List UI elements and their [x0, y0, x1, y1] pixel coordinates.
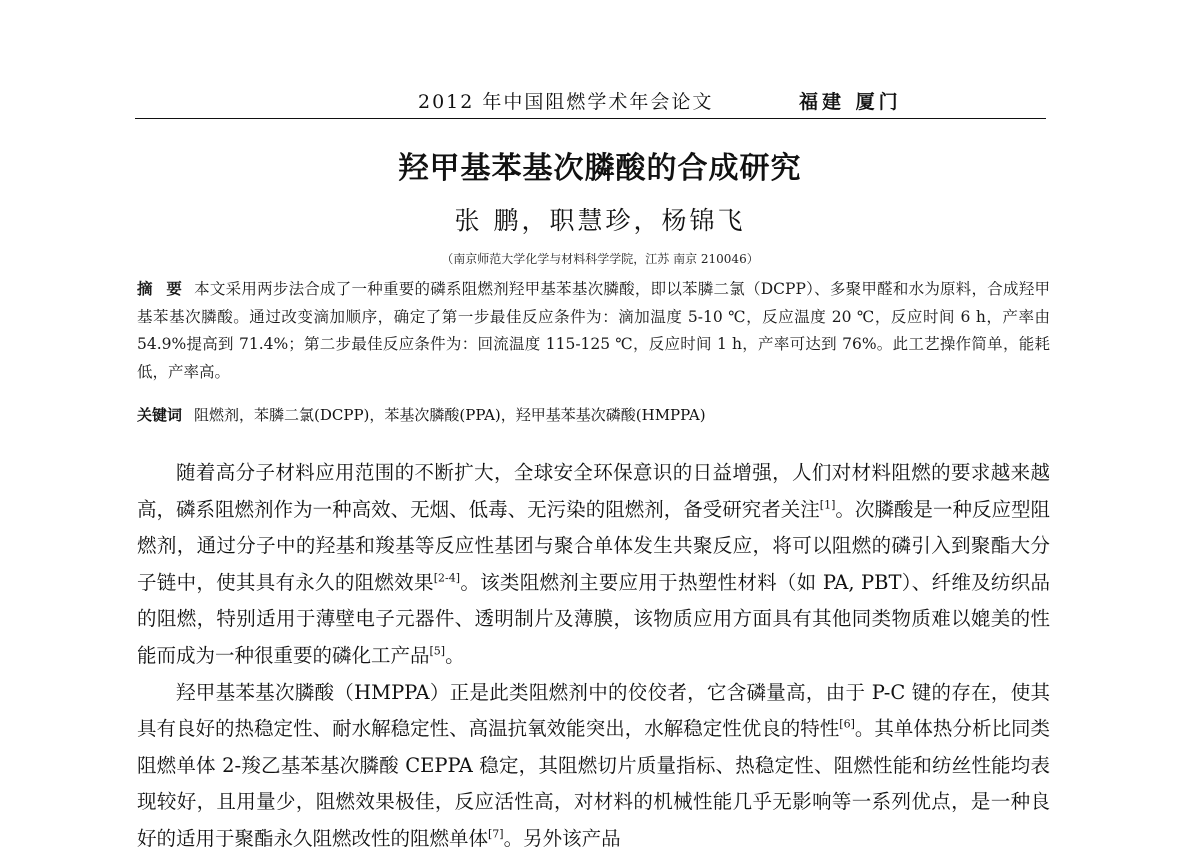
- citation-ref: [7]: [488, 827, 504, 841]
- author-list: 张 鹏，职慧珍，杨锦飞: [454, 206, 746, 235]
- citation-ref: [2-4]: [433, 571, 461, 585]
- keywords: [137, 403, 1050, 427]
- paper-title: 羟甲基苯基次膦酸的合成研究: [398, 151, 802, 186]
- paragraph-1: [137, 455, 1050, 675]
- p1-text-3: 。该类阻燃剂主要应用于热塑性材料（如 PA, PBT）、纤维及纺织品的阻燃，特别适用于薄壁电子元器件、透明制片及薄膜，该物质应用方面具有其他同类物质难以媲美的性能而成为一种很重要的磷化工产品: [137, 570, 1050, 667]
- abstract-text: 本文采用两步法合成了一种重要的磷系阻燃剂羟甲基苯基次膦酸，即以苯膦二氯（DCPP）、多聚甲醛和水为原料，合成羟甲基苯基次膦酸。通过改变滴加顺序，确定了第一步最佳反应条件为：滴加温度 5-10 ℃，反应温度 20 ℃，反应时间 6 h，产率由 54.9%提高到 71.4%；第二步最佳反应条件为：回流温度 115-125 ℃，反应时间 1 h，产率可达到 76%。此工艺操作简单，能耗低，产率高。: [137, 280, 1050, 381]
- conference-location: 福建 厦门: [799, 91, 902, 113]
- conference-name: 2012 年中国阻燃学术年会论文: [418, 91, 714, 113]
- p1-text-2: 。次膦酸是一种反应型阻燃剂，通过分子中的羟基和羧基等反应性基团与聚合单体发生共聚反应，将可以阻燃的磷引入到聚酯大分子链中，使其具有永久的阻燃效果: [137, 497, 1050, 594]
- abstract-label: 摘 要: [137, 280, 187, 298]
- p1-text-1: 随着高分子材料应用范围的不断扩大，全球安全环保意识的日益增强，人们对材料阻燃的要求越来越高，磷系阻燃剂作为一种高效、无烟、低毒、无污染的阻燃剂，备受研究者关注: [137, 461, 1050, 521]
- abstract: [137, 276, 1050, 386]
- citation-ref: [1]: [819, 498, 836, 512]
- citation-ref: [5]: [429, 644, 446, 658]
- citation-ref: [6]: [839, 717, 855, 731]
- running-header: [135, 84, 1046, 119]
- body-text: [137, 455, 1050, 858]
- paragraph-2: [137, 675, 1050, 858]
- p1-text-4: 。: [445, 643, 465, 667]
- p2-text-3: 。另外该产品: [503, 826, 621, 850]
- author-affiliation: （南京师范大学化学与材料科学学院，江苏 南京 210046）: [441, 252, 759, 266]
- p2-text-2: 。其单体热分析比同类阻燃单体 2-羧乙基苯基次膦酸 CEPPA 稳定，其阻燃切片质量指标、热稳定性、阻燃性能和纺丝性能均表现较好，且用量少，阻燃效果极佳，反应活性高，对材料的机械性能几乎无影响等一系列优点，是一种良好的适用于聚酯永久阻燃改性的阻燃单体: [137, 717, 1050, 850]
- keywords-text: 阻燃剂，苯膦二氯(DCPP)，苯基次膦酸(PPA)，羟甲基苯基次磷酸(HMPPA): [194, 406, 706, 424]
- p2-text-1: 羟甲基苯基次膦酸（HMPPA）正是此类阻燃剂中的佼佼者，它含磷量高，由于 P-C 键的存在，使其具有良好的热稳定性、耐水解稳定性、高温抗氧效能突出，水解稳定性优良的特性: [137, 680, 1050, 741]
- keywords-label: 关键词: [137, 406, 183, 424]
